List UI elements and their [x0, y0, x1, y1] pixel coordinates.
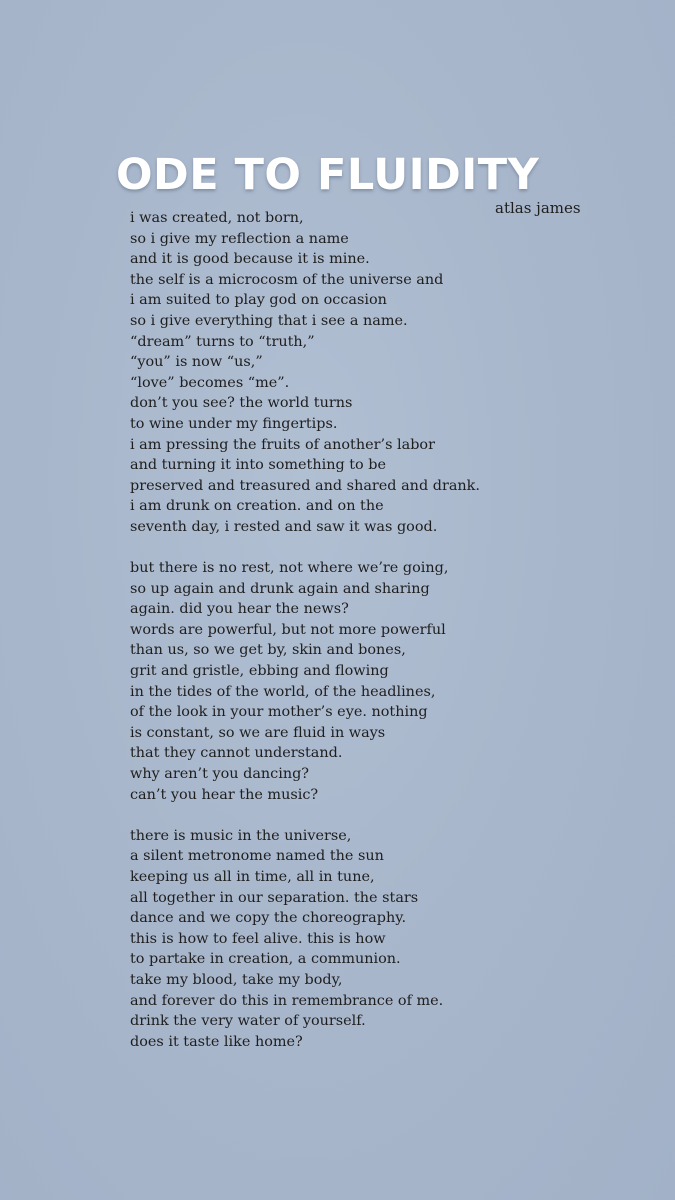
poem-body	[130, 208, 480, 1052]
poem-line: i am drunk on creation. and on the	[130, 498, 384, 515]
stanza	[130, 826, 480, 1053]
poem-line: seventh day, i rested and saw it was good.	[130, 518, 438, 535]
poem-line: grit and gristle, ebbing and flowing	[130, 663, 389, 680]
poem-line: so i give my reflection a name	[130, 230, 349, 247]
poem-line: this is how to feel alive. this is how	[130, 930, 386, 947]
poem-line: i am pressing the fruits of another’s labor	[130, 436, 435, 453]
poem-line: keeping us all in time, all in tune,	[130, 869, 375, 885]
poem-line: to wine under my fingertips.	[130, 415, 338, 432]
poem-title: ODE TO FLUIDITY	[116, 150, 540, 200]
poem-line: preserved and treasured and shared and drank.	[130, 477, 480, 494]
poem-line: “you” is now “us,”	[130, 354, 263, 371]
poem-line: “dream” turns to “truth,”	[130, 333, 315, 350]
poem-line: in the tides of the world, of the headlines,	[130, 683, 436, 700]
poem-line: is constant, so we are fluid in ways	[130, 724, 386, 741]
stanza	[130, 558, 480, 805]
poem-line: the self is a microcosm of the universe and	[130, 271, 444, 288]
poem-line: and it is good because it is mine.	[130, 251, 370, 268]
poem-line: i was created, not born,	[130, 210, 304, 226]
poem-line: i am suited to play god on occasion	[130, 292, 387, 309]
poem-line: does it taste like home?	[130, 1033, 303, 1050]
poem-line: can’t you hear the music?	[130, 786, 319, 803]
poem-line: so i give everything that i see a name.	[130, 312, 408, 329]
poem-line: but there is no rest, not where we’re going,	[130, 560, 449, 577]
poem-line: there is music in the universe,	[130, 827, 352, 844]
poem-line: dance and we copy the choreography.	[130, 910, 407, 927]
poem-line: so up again and drunk again and sharing	[130, 580, 430, 597]
poem-line: to partake in creation, a communion.	[130, 951, 401, 968]
poem-line: a silent metronome named the sun	[130, 848, 384, 865]
poem-line: take my blood, take my body,	[130, 971, 343, 988]
poem-line: why aren’t you dancing?	[130, 766, 310, 783]
poem-line: don’t you see? the world turns	[130, 395, 353, 412]
stanza	[130, 208, 480, 538]
poem-line: that they cannot understand.	[130, 745, 343, 762]
poem-line: all together in our separation. the stars	[130, 889, 419, 906]
poem-line: again. did you hear the news?	[130, 601, 349, 618]
poem-author: atlas james	[495, 199, 581, 217]
poem-line: drink the very water of yourself.	[130, 1013, 366, 1030]
poem-line: of the look in your mother’s eye. nothing	[130, 704, 428, 721]
poem-line: and turning it into something to be	[130, 457, 387, 474]
poem-line: than us, so we get by, skin and bones,	[130, 642, 406, 659]
poem-line: and forever do this in remembrance of me.	[130, 992, 444, 1009]
poem-line: “love” becomes “me”.	[130, 374, 290, 391]
poem-line: words are powerful, but not more powerful	[130, 621, 446, 638]
